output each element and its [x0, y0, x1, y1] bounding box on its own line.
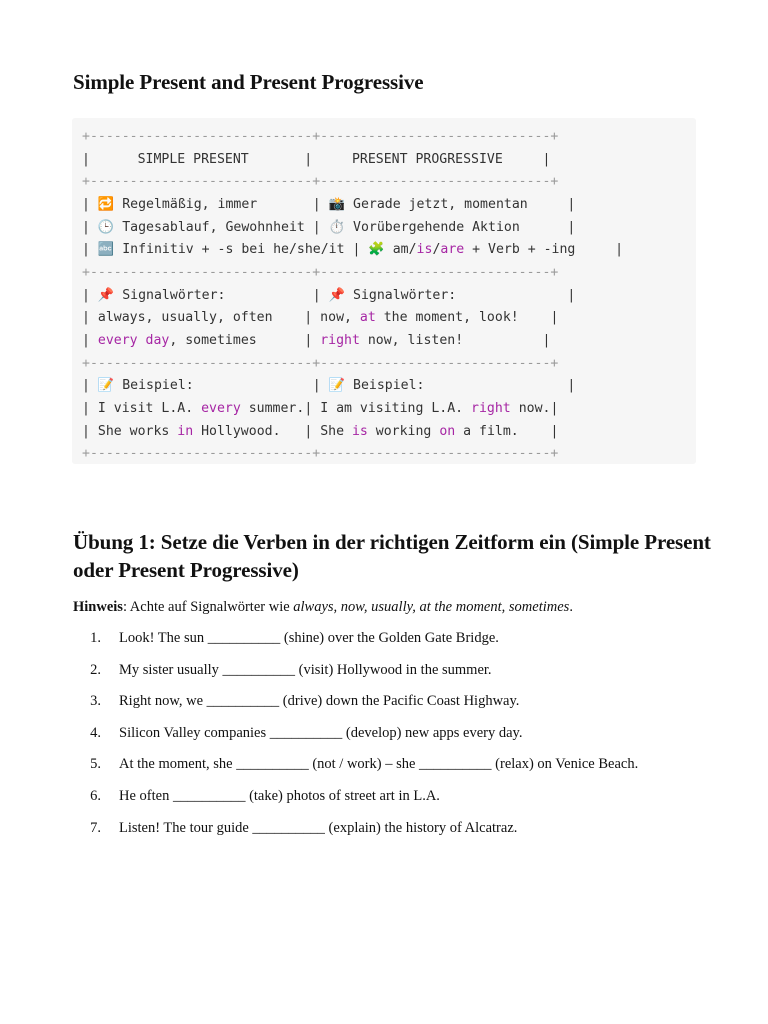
table-text: working: [367, 423, 440, 439]
table-text: | 📌 Signalwörter: | 📌 Signalwörter: |: [82, 287, 576, 303]
table-text: the moment, look! |: [375, 310, 559, 326]
table-text: |: [82, 332, 98, 348]
keyword-highlight: is: [416, 242, 433, 258]
keyword-highlight: on: [439, 423, 456, 439]
table-top-border: +----------------------------+-----------------------------+: [82, 129, 559, 144]
keyword-highlight: right: [320, 332, 360, 348]
table-row: [82, 333, 550, 348]
item-sentence: At the moment, she __________ (not / work) – she __________ (relax) on Venice Beach.: [119, 756, 639, 773]
keyword-highlight: every: [201, 400, 241, 416]
item-number: 7.: [90, 819, 101, 836]
table-text: + Verb + -ing |: [464, 242, 624, 258]
table-text: summer.| I am visiting L.A.: [240, 400, 472, 416]
table-row: [82, 356, 558, 371]
item-sentence: He often __________ (take) photos of street art in L.A.: [119, 787, 440, 804]
table-text: /: [432, 242, 441, 258]
table-row: [82, 288, 575, 303]
item-sentence: Silicon Valley companies __________ (develop) new apps every day.: [119, 724, 523, 741]
hint-end: .: [569, 599, 573, 615]
item-number: 3.: [90, 693, 101, 710]
item-number: 1.: [90, 630, 101, 646]
table-header-row: | SIMPLE PRESENT | PRESENT PROGRESSIVE |: [82, 151, 551, 167]
keyword-highlight: in: [177, 423, 194, 439]
table-text: now, listen! |: [359, 332, 551, 348]
table-text: a film. |: [455, 423, 559, 439]
table-text: | 🔁 Regelmäßig, immer | 📸 Gerade jetzt, momentan |: [82, 196, 576, 212]
table-text: | 📝 Beispiel: | 📝 Beispiel: |: [82, 378, 576, 394]
item-number: 6.: [90, 787, 101, 804]
table-text: | 🕒 Tagesablauf, Gewohnheit | ⏱️ Vorübergehende Aktion |: [82, 219, 576, 235]
table-border: +----------------------------+-----------------------------+: [82, 264, 559, 280]
table-row: [82, 242, 623, 257]
table-text: | I visit L.A.: [82, 400, 202, 416]
hint-label: Hinweis: [73, 599, 123, 615]
keyword-highlight: right: [471, 400, 511, 416]
page-title: Simple Present and Present Progressive: [73, 70, 424, 94]
item-sentence: Listen! The tour guide __________ (explain) the history of Alcatraz.: [119, 819, 518, 836]
ascii-table: [82, 126, 623, 466]
keyword-highlight: every day: [97, 332, 170, 348]
hint-text: : Achte auf Signalwörter wie: [122, 599, 294, 615]
table-row: [82, 378, 575, 393]
item-number: 4.: [90, 724, 101, 741]
table-row: [82, 446, 558, 461]
table-text: Hollywood. | She: [193, 423, 352, 439]
table-text: | 🔤 Infinitiv + -s bei he/she/it | 🧩 am/: [82, 242, 417, 258]
grammar-table-codeblock: [72, 118, 696, 464]
exercise-hint: [73, 599, 573, 616]
table-row: [82, 310, 558, 325]
table-row: [82, 401, 558, 416]
table-text: , sometimes |: [169, 332, 321, 348]
keyword-highlight: is: [351, 423, 368, 439]
keyword-highlight: at: [359, 310, 376, 326]
item-sentence: My sister usually __________ (visit) Hollywood in the summer.: [119, 661, 492, 678]
table-row: [82, 424, 558, 439]
table-row: [82, 265, 558, 280]
table-border: +----------------------------+-----------------------------+: [82, 446, 559, 462]
table-text: | always, usually, often | now,: [82, 310, 360, 326]
table-text: now.|: [510, 400, 559, 416]
item-number: 2.: [90, 661, 101, 678]
item-number: 5.: [90, 756, 101, 773]
item-sentence: Right now, we __________ (drive) down the Pacific Coast Highway.: [119, 693, 520, 710]
table-header-border: +----------------------------+-----------------------------+: [82, 174, 559, 190]
keyword-highlight: are: [440, 242, 465, 258]
table-text: | She works: [82, 423, 178, 439]
hint-signal-words: always, now, usually, at the moment, sometimes: [293, 599, 570, 615]
table-border: +----------------------------+-----------------------------+: [82, 355, 559, 371]
table-row: [82, 220, 575, 235]
item-sentence: Look! The sun __________ (shine) over the Golden Gate Bridge.: [119, 630, 499, 646]
exercise-title: Übung 1: Setze die Verben in der richtigen Zeitform ein (Simple Present oder Present Progressive): [73, 530, 711, 582]
table-row: [82, 197, 575, 212]
table-body: [82, 197, 623, 461]
